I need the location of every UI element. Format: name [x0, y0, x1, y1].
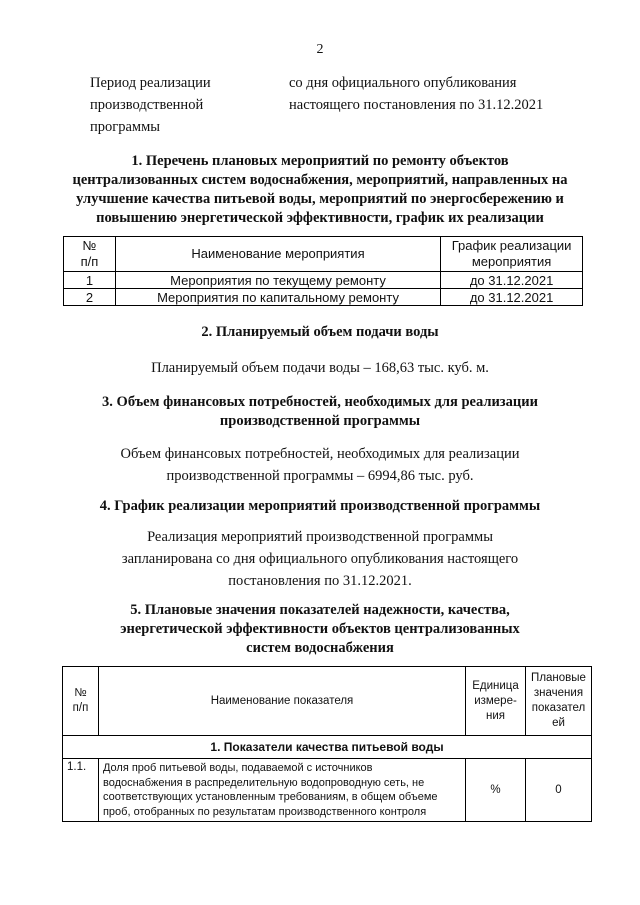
- section5-title-line: энергетической эффективности объектов централизованных: [120, 621, 520, 637]
- period-value: [289, 72, 609, 116]
- section2-title: [40, 323, 600, 342]
- period-value-line: настоящего постановления по 31.12.2021: [289, 97, 544, 113]
- section3-text: [40, 443, 600, 487]
- period-label-line: производственной: [90, 97, 204, 113]
- header-num: [63, 667, 99, 736]
- header-value: [525, 667, 591, 736]
- header-unit-line: измере-: [474, 694, 517, 707]
- section3-title: [40, 393, 600, 431]
- measures-table: [63, 236, 583, 306]
- header-num-line: п/п: [80, 254, 99, 269]
- section3-title-line: 3. Объем финансовых потребностей, необходимых для реализации: [102, 394, 538, 410]
- row-name-line: водоснабжения в распределительную водопроводную сеть, не: [102, 776, 425, 789]
- section4-title: [40, 497, 600, 516]
- header-schedule-line: График реализации: [451, 238, 572, 253]
- header-value-line: Плановые: [531, 672, 586, 684]
- section1-title-line: повышению энергетической эффективности, график их реализации: [96, 210, 544, 226]
- section3-text-line: Объем финансовых потребностей, необходимых для реализации: [120, 446, 520, 462]
- row-num: 2: [64, 289, 116, 306]
- header-value-line: ей: [552, 717, 565, 729]
- row-name-line: Доля проб питьевой воды, подаваемой с источников: [102, 762, 373, 774]
- table-row: [64, 289, 583, 306]
- indicators-table: [62, 666, 592, 822]
- table-header-row: [63, 667, 592, 736]
- row-num: 1: [64, 272, 116, 289]
- section3-text-line: производственной программы – 6994,86 тыс. руб.: [166, 468, 474, 484]
- row-name-line: проб, отобранных по результатам производственного контроля: [102, 805, 427, 818]
- section2-title-line: 2. Планируемый объем подачи воды: [201, 324, 439, 340]
- header-schedule: [441, 237, 583, 272]
- header-num-line: п/п: [72, 702, 89, 714]
- section4-title-line: 4. График реализации мероприятий производственной программы: [99, 498, 541, 514]
- period-label-line: программы: [90, 119, 160, 135]
- table-row: [64, 272, 583, 289]
- table-section-row: [63, 736, 592, 759]
- section1-title-line: 1. Перечень плановых мероприятий по ремонту объектов: [131, 153, 509, 169]
- section5-title-line: систем водоснабжения: [246, 640, 394, 656]
- row-name: Мероприятия по капитальному ремонту: [115, 289, 440, 306]
- section4-text-line: Реализация мероприятий производственной программы: [147, 529, 493, 545]
- header-num-line: №: [82, 238, 97, 253]
- header-schedule-line: мероприятия: [471, 254, 552, 269]
- row-value: 0: [525, 759, 591, 822]
- section2-text-line: Планируемый объем подачи воды – 168,63 тыс. куб. м.: [151, 360, 489, 376]
- row-num: 1.1.: [63, 759, 99, 822]
- section2-text: [40, 357, 600, 379]
- section1-title: [40, 152, 600, 228]
- row-schedule: до 31.12.2021: [441, 272, 583, 289]
- header-unit: [466, 667, 526, 736]
- row-name: [98, 759, 465, 822]
- section1-title-line: улучшение качества питьевой воды, мероприятий по энергосбережению и: [76, 191, 564, 207]
- section5-title: [40, 601, 600, 658]
- row-name-line: соответствующих установленным требованиям, в общем объеме: [102, 791, 438, 803]
- section4-text-line: постановления по 31.12.2021.: [228, 573, 412, 589]
- row-unit: %: [466, 759, 526, 822]
- table-row: [63, 759, 592, 822]
- header-value-line: значения: [533, 687, 584, 699]
- header-name: Наименование показателя: [98, 667, 465, 736]
- row-schedule: до 31.12.2021: [441, 289, 583, 306]
- header-unit-line: ния: [485, 709, 505, 722]
- header-unit-line: Единица: [472, 679, 519, 692]
- period-label-line: Период реализации: [90, 75, 211, 91]
- section4-text: [40, 526, 600, 592]
- section3-title-line: производственной программы: [219, 413, 421, 429]
- section5-title-line: 5. Плановые значения показателей надежности, качества,: [130, 602, 510, 618]
- page-number: 2: [316, 42, 324, 57]
- section1-title-line: централизованных систем водоснабжения, мероприятий, направленных на: [72, 172, 568, 188]
- period-label: [90, 72, 270, 138]
- section-row-label: 1. Показатели качества питьевой воды: [63, 736, 592, 759]
- row-name: Мероприятия по текущему ремонту: [115, 272, 440, 289]
- header-value-line: показател: [531, 702, 586, 714]
- section4-text-line: запланирована со дня официального опубликования настоящего: [121, 551, 519, 567]
- header-num: [64, 237, 116, 272]
- header-num-line: №: [74, 687, 87, 699]
- period-value-line: со дня официального опубликования: [289, 75, 517, 91]
- table-header-row: [64, 237, 583, 272]
- header-name: Наименование мероприятия: [115, 237, 440, 272]
